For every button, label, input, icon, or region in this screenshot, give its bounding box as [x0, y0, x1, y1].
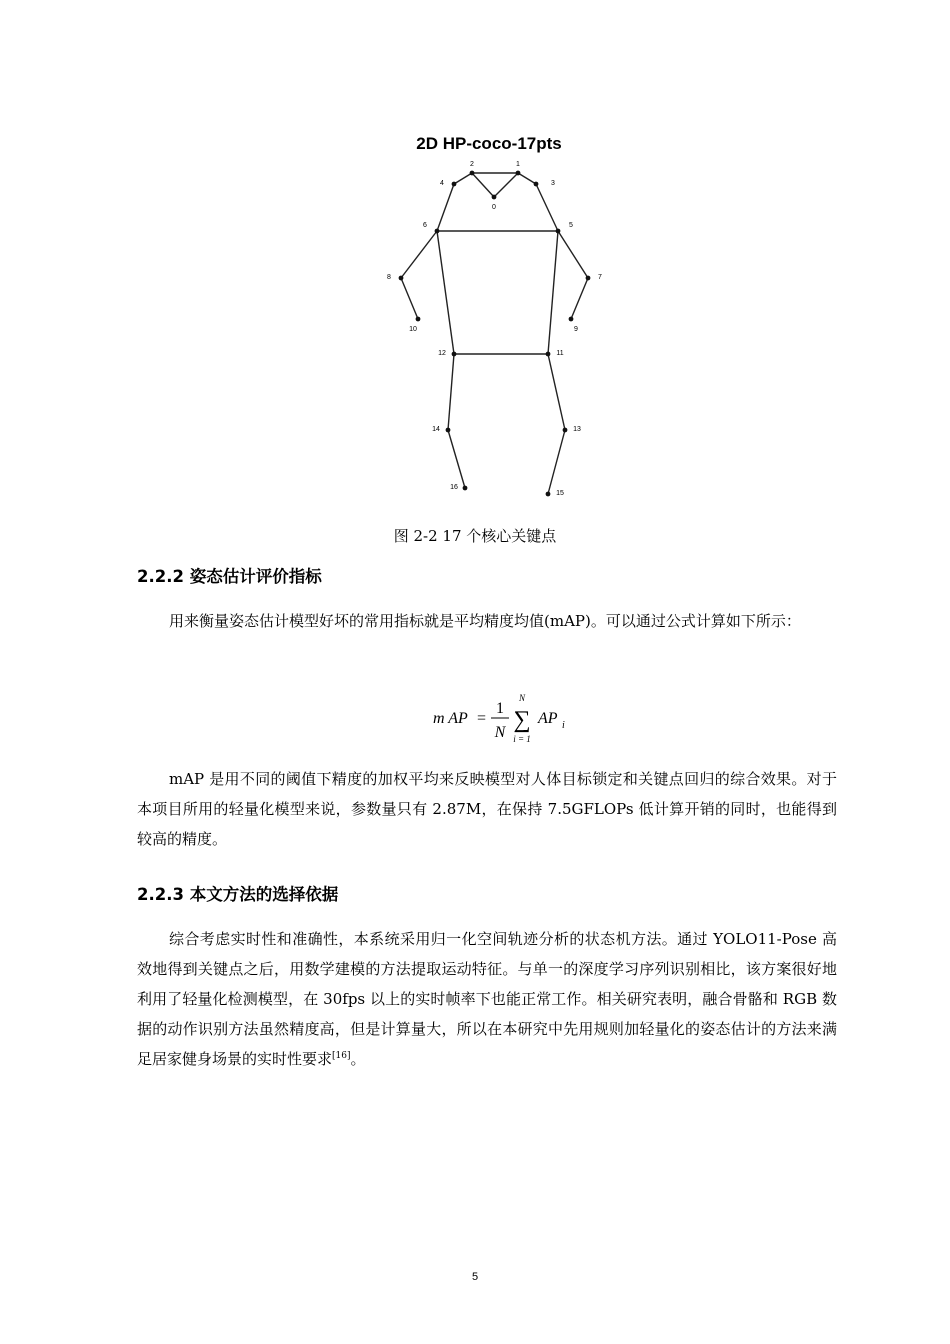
- bone-8-10: [401, 278, 418, 319]
- paragraph-map-intro: 用来衡量姿态估计模型好坏的常用指标就是平均精度均值(mAP)。可以通过公式计算如下所示：: [169, 612, 801, 630]
- keypoint-9: [569, 317, 574, 322]
- section-heading-2-2-3: 2.2.3 本文方法的选择依据: [137, 885, 339, 904]
- formula-lhs: m AP: [433, 710, 468, 727]
- bone-3-5: [536, 184, 558, 231]
- bone-6-12: [437, 231, 454, 354]
- keypoint-label-8: 8: [387, 274, 391, 281]
- keypoint-label-7: 7: [598, 274, 602, 281]
- bone-7-9: [571, 278, 588, 319]
- keypoint-label-15: 15: [556, 490, 564, 497]
- keypoint-label-0: 0: [492, 204, 496, 211]
- keypoint-label-1: 1: [516, 161, 520, 168]
- figure-caption: 图 2-2 17 个核心关键点: [393, 527, 557, 545]
- bone-4-2: [454, 173, 472, 184]
- keypoint-13: [563, 428, 568, 433]
- bone-13-15: [548, 430, 565, 494]
- bone-14-16: [448, 430, 465, 488]
- keypoint-label-14: 14: [432, 426, 440, 433]
- paragraph-end-punct: 。: [350, 1050, 366, 1068]
- page-number: 5: [471, 1271, 479, 1283]
- sum-upper-limit: N: [518, 693, 526, 703]
- keypoint-10: [416, 317, 421, 322]
- keypoint-label-10: 10: [409, 326, 417, 333]
- keypoint-label-5: 5: [569, 222, 573, 229]
- keypoint-label-3: 3: [551, 180, 555, 187]
- citation-16: [16]: [332, 1051, 351, 1061]
- keypoint-7: [586, 276, 591, 281]
- keypoint-15: [546, 492, 551, 497]
- keypoint-16: [463, 486, 468, 491]
- formula-term: AP: [538, 710, 558, 727]
- keypoint-11: [546, 352, 551, 357]
- formula-equals: =: [477, 710, 487, 727]
- bone-12-14: [448, 354, 454, 430]
- bone-11-13: [548, 354, 565, 430]
- sum-symbol: ∑: [513, 707, 531, 733]
- skeleton-diagram: [380, 125, 620, 505]
- bone-1-3: [518, 173, 536, 184]
- keypoint-8: [399, 276, 404, 281]
- keypoint-label-6: 6: [423, 222, 427, 229]
- paragraph-method-basis: [137, 924, 837, 1074]
- keypoint-label-4: 4: [440, 180, 444, 187]
- keypoint-label-9: 9: [574, 326, 578, 333]
- bone-6-8: [401, 231, 437, 278]
- bone-4-6: [437, 184, 454, 231]
- keypoint-3: [534, 182, 539, 187]
- formula-svg: [0, 690, 950, 746]
- formula-subscript: i: [562, 720, 565, 731]
- keypoint-1: [516, 171, 521, 176]
- keypoint-label-12: 12: [438, 350, 446, 357]
- formula-denominator: N: [494, 724, 506, 741]
- bone-5-7: [558, 231, 588, 278]
- keypoint-5: [556, 229, 561, 234]
- bone-5-11: [548, 231, 558, 354]
- keypoint-4: [452, 182, 457, 187]
- keypoint-14: [446, 428, 451, 433]
- keypoint-12: [452, 352, 457, 357]
- keypoint-label-16: 16: [450, 484, 458, 491]
- map-formula: [0, 690, 950, 746]
- paragraph-map-explanation: mAP 是用不同的阈值下精度的加权平均来反映模型对人体目标锁定和关键点回归的综合效果。对于本项目所用的轻量化模型来说，参数量只有 2.87M，在保持 7.5GFLOPs 低计算开销的同时，也能得到较高的精度。: [137, 770, 837, 848]
- skeleton-figure: [380, 125, 620, 505]
- keypoint-label-13: 13: [573, 426, 581, 433]
- keypoint-label-11: 11: [556, 350, 564, 357]
- keypoint-0: [492, 195, 497, 200]
- figure-title: 2D HP-coco-17pts: [416, 134, 562, 153]
- formula-numerator: 1: [496, 700, 504, 717]
- bone-2-0: [472, 173, 494, 197]
- keypoint-2: [470, 171, 475, 176]
- keypoint-6: [435, 229, 440, 234]
- paragraph-method-text: 综合考虑实时性和准确性，本系统采用归一化空间轨迹分析的状态机方法。通过 YOLO11-Pose 高效地得到关键点之后，用数学建模的方法提取运动特征。与单一的深度学习序列识别相比，该方案很好地利用了轻量化检测模型，在 30fps 以上的实时帧率下也能正常工作。相关研究表明，融合骨骼和 RGB 数据的动作识别方法虽然精度高，但是计算量大，所以在本研究中先用规则加轻量化的姿态估计的方法来满足居家健身场景的实时性要求: [137, 930, 837, 1068]
- section-heading-2-2-2: 2.2.2 姿态估计评价指标: [137, 567, 322, 586]
- sum-lower-limit: i = 1: [513, 734, 531, 744]
- keypoint-label-2: 2: [470, 161, 474, 168]
- bone-0-1: [494, 173, 518, 197]
